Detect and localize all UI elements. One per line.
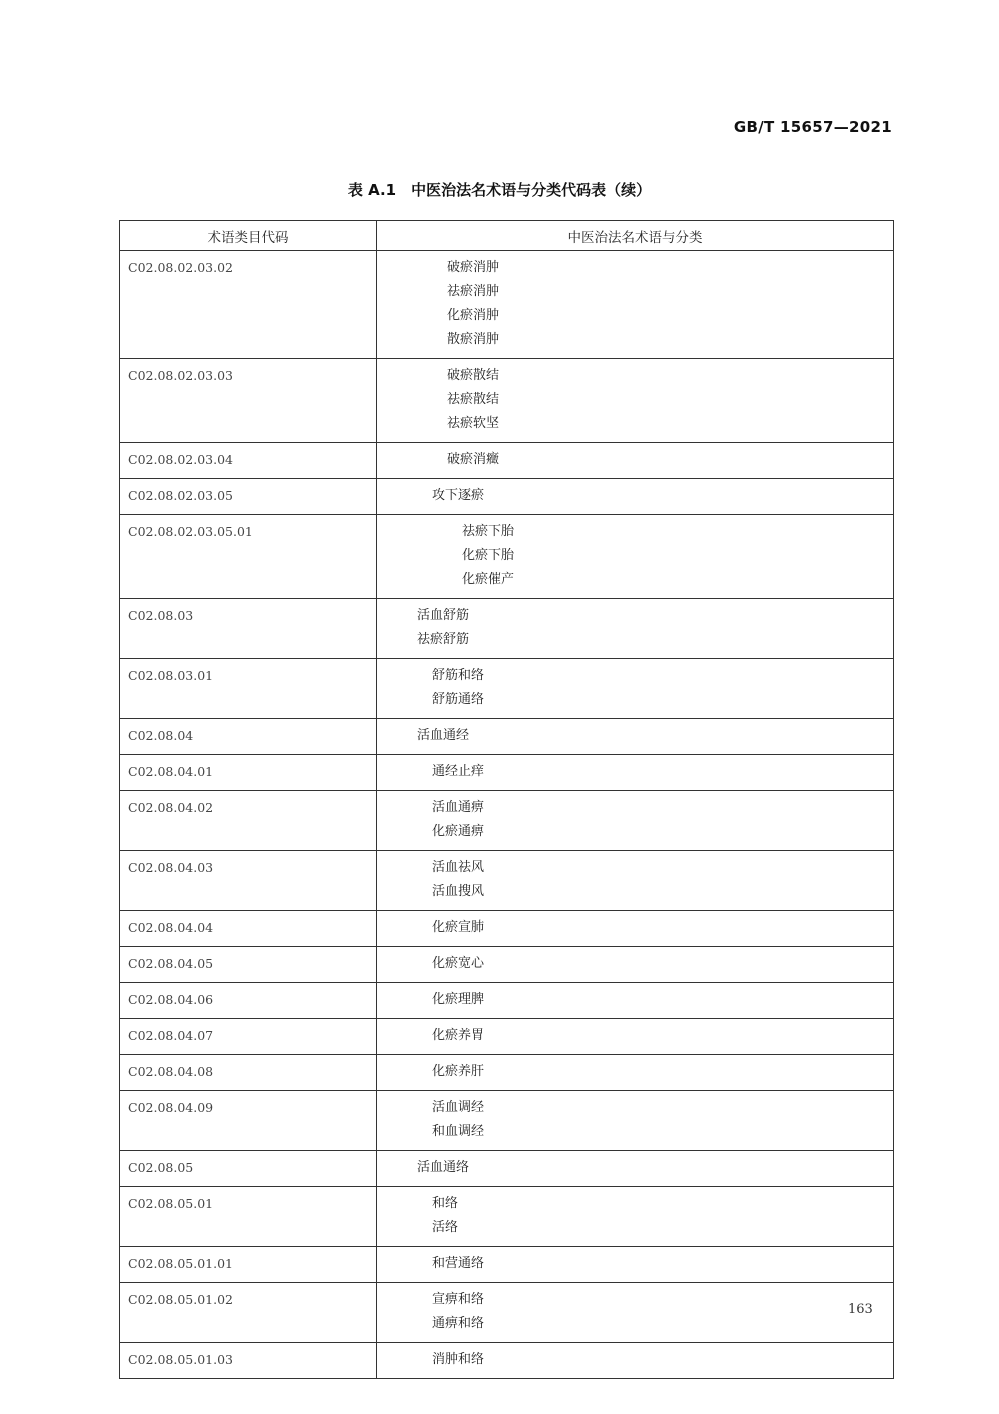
table-row [120, 1151, 894, 1187]
table-body [120, 251, 894, 1379]
term-names-cell [377, 719, 894, 755]
term-names-cell [377, 1283, 894, 1343]
term-name: 和营通络 [432, 1256, 485, 1271]
term-code-cell: C02.08.04.09 [120, 1091, 377, 1151]
term-name: 消肿和络 [432, 1352, 485, 1367]
term-name: 通经止痒 [432, 764, 485, 779]
term-name: 攻下逐瘀 [432, 488, 485, 503]
term-code-cell: C02.08.04.03 [120, 851, 377, 911]
term-name: 化瘀宽心 [432, 956, 485, 971]
table-row [120, 479, 894, 515]
term-code-cell: C02.08.03 [120, 599, 377, 659]
term-code-cell: C02.08.04 [120, 719, 377, 755]
table-row [120, 1055, 894, 1091]
term-code-cell: C02.08.04.06 [120, 983, 377, 1019]
table-row [120, 755, 894, 791]
term-name: 宣痹和络 [432, 1292, 485, 1307]
term-code-cell: C02.08.02.03.04 [120, 443, 377, 479]
term-name: 祛瘀消肿 [447, 284, 500, 299]
term-name: 破瘀消癥 [447, 452, 500, 467]
term-name: 化瘀催产 [462, 572, 515, 587]
term-name: 化瘀理脾 [432, 992, 485, 1007]
term-code-cell: C02.08.04.02 [120, 791, 377, 851]
term-name: 舒筋和络 [432, 668, 485, 683]
table-row [120, 947, 894, 983]
term-names-cell [377, 251, 894, 359]
term-names-cell [377, 659, 894, 719]
column-header-code: 术语类目代码 [120, 221, 377, 251]
terminology-code-table [119, 220, 894, 1379]
table-row [120, 1343, 894, 1379]
term-names-cell [377, 1091, 894, 1151]
term-name: 化瘀养胃 [432, 1028, 485, 1043]
term-code-cell: C02.08.04.01 [120, 755, 377, 791]
term-name: 破瘀散结 [447, 368, 500, 383]
term-name: 活血通络 [417, 1160, 470, 1175]
table-row [120, 1091, 894, 1151]
term-name: 散瘀消肿 [447, 332, 500, 347]
term-code-cell: C02.08.04.07 [120, 1019, 377, 1055]
term-names-cell [377, 599, 894, 659]
term-code-cell: C02.08.05 [120, 1151, 377, 1187]
term-names-cell [377, 755, 894, 791]
term-names-cell [377, 1247, 894, 1283]
term-names-cell [377, 947, 894, 983]
term-names-cell [377, 443, 894, 479]
table-row [120, 851, 894, 911]
term-names-cell [377, 1019, 894, 1055]
table-row [120, 659, 894, 719]
table-row [120, 1187, 894, 1247]
table-row [120, 1019, 894, 1055]
term-name: 祛瘀下胎 [462, 524, 515, 539]
term-names-cell [377, 983, 894, 1019]
term-name: 祛瘀舒筋 [417, 632, 470, 647]
term-name: 化瘀消肿 [447, 308, 500, 323]
term-code-cell: C02.08.05.01.03 [120, 1343, 377, 1379]
term-code-cell: C02.08.05.01.01 [120, 1247, 377, 1283]
term-names-cell [377, 1187, 894, 1247]
term-name: 祛瘀散结 [447, 392, 500, 407]
term-name: 化瘀通痹 [432, 824, 485, 839]
term-code-cell: C02.08.05.01.02 [120, 1283, 377, 1343]
term-name: 祛瘀软坚 [447, 416, 500, 431]
term-names-cell [377, 851, 894, 911]
term-code-cell: C02.08.04.05 [120, 947, 377, 983]
term-code-cell: C02.08.04.08 [120, 1055, 377, 1091]
table-row [120, 251, 894, 359]
term-names-cell [377, 1151, 894, 1187]
table-header-row [120, 221, 894, 251]
table-row [120, 1283, 894, 1343]
term-name: 化瘀下胎 [462, 548, 515, 563]
term-names-cell [377, 911, 894, 947]
term-name: 舒筋通络 [432, 692, 485, 707]
term-name: 活血舒筋 [417, 608, 470, 623]
table-row [120, 719, 894, 755]
table-row [120, 911, 894, 947]
table-row [120, 791, 894, 851]
term-name: 活络 [432, 1220, 459, 1235]
term-name: 和络 [432, 1196, 459, 1211]
term-names-cell [377, 1343, 894, 1379]
term-name: 活血祛风 [432, 860, 485, 875]
table-row [120, 515, 894, 599]
table-row [120, 359, 894, 443]
term-code-cell: C02.08.02.03.05.01 [120, 515, 377, 599]
table-row [120, 1247, 894, 1283]
term-names-cell [377, 515, 894, 599]
term-code-cell: C02.08.02.03.02 [120, 251, 377, 359]
table-row [120, 599, 894, 659]
table-row [120, 983, 894, 1019]
term-name: 和血调经 [432, 1124, 485, 1139]
column-header-terms: 中医治法名术语与分类 [377, 221, 894, 251]
term-name: 破瘀消肿 [447, 260, 500, 275]
term-code-cell: C02.08.05.01 [120, 1187, 377, 1247]
term-names-cell [377, 1055, 894, 1091]
term-name: 活血通经 [417, 728, 470, 743]
term-name: 化瘀宣肺 [432, 920, 485, 935]
standard-code: GB/T 15657—2021 [733, 118, 892, 136]
term-code-cell: C02.08.03.01 [120, 659, 377, 719]
term-name: 活血调经 [432, 1100, 485, 1115]
term-code-cell: C02.08.02.03.05 [120, 479, 377, 515]
term-name: 活血通痹 [432, 800, 485, 815]
term-names-cell [377, 359, 894, 443]
term-name: 化瘀养肝 [432, 1064, 485, 1079]
term-name: 活血搜风 [432, 884, 485, 899]
term-name: 通痹和络 [432, 1316, 485, 1331]
term-code-cell: C02.08.02.03.03 [120, 359, 377, 443]
page-number: 163 [848, 1302, 873, 1317]
term-names-cell [377, 791, 894, 851]
term-code-cell: C02.08.04.04 [120, 911, 377, 947]
term-names-cell [377, 479, 894, 515]
table-caption: 表 A.1 中医治法名术语与分类代码表（续） [347, 181, 652, 199]
table-row [120, 443, 894, 479]
